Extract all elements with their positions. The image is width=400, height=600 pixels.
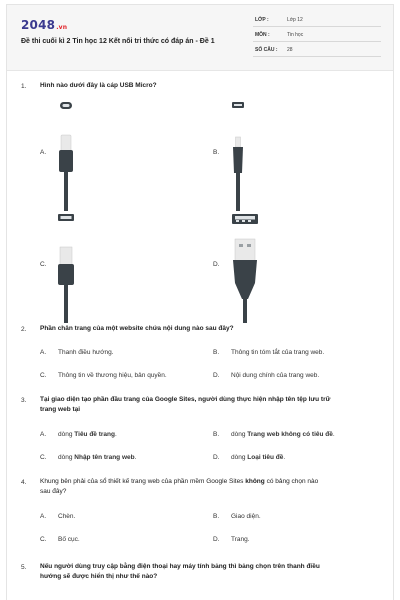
- question-4-option-c[interactable]: C. Bố cục.: [40, 536, 80, 543]
- question-2-text: Phần chân trang của một website chứa nội dung nào sau đây?: [40, 325, 234, 332]
- info-subject-row: [253, 30, 381, 42]
- question-2-option-d[interactable]: D. Nội dung chính của trang web.: [213, 372, 320, 379]
- question-3-option-a[interactable]: A. dòng Tiêu đề trang.: [40, 431, 117, 438]
- question-5-text: Nếu người dùng truy cập bằng điện thoại hay máy tính bảng thì bảng chọn trên thanh điều hướng sẽ được hiển thị như thế nào?: [40, 563, 320, 580]
- info-count-label: SỐ CÂU :: [255, 47, 278, 53]
- info-subject-value: Tin học: [287, 32, 304, 38]
- question-3-option-d[interactable]: D. dòng Loại tiêu đề.: [213, 454, 286, 461]
- question-3-text: Tại giao diện tạo phần đầu trang của Google Sites, người dùng thực hiện nhập tên tệp lưu trữ trang web tại: [40, 396, 331, 413]
- question-3-number: 3.: [21, 397, 27, 404]
- info-class-label: LỚP :: [255, 17, 269, 23]
- question-4-number: 4.: [21, 479, 27, 486]
- site-logo[interactable]: [21, 18, 67, 32]
- question-1-option-c-letter: C.: [40, 261, 47, 268]
- question-1-number: 1.: [21, 83, 27, 90]
- question-1-option-d-letter: D.: [213, 261, 220, 268]
- exam-header: [7, 5, 393, 71]
- question-5-number: 5.: [21, 564, 27, 571]
- question-2-option-c[interactable]: C. Thông tin về thương hiệu, bản quyền.: [40, 372, 167, 379]
- question-2-option-b[interactable]: B. Thông tin tóm tắt của trang web.: [213, 349, 325, 356]
- question-3-option-c[interactable]: C. dòng Nhập tên trang web.: [40, 454, 137, 461]
- logo-main: 2048: [21, 18, 56, 32]
- question-4-text: Khung bên phải của sổ thiết kế trang web của phần mềm Google Sites không có bảng chọn nào sau đây?: [40, 478, 319, 495]
- info-count-row: [253, 45, 381, 57]
- usb-type-c-cable-icon[interactable]: [53, 101, 79, 211]
- info-count-value: 28: [287, 47, 293, 53]
- usb-micro-cable-icon[interactable]: [225, 101, 251, 211]
- question-2-option-a[interactable]: A. Thanh điều hướng.: [40, 349, 114, 356]
- question-4-option-b[interactable]: B. Giao diện.: [213, 513, 261, 520]
- info-class-row: [253, 15, 381, 27]
- question-4-option-a[interactable]: A. Chèn.: [40, 513, 76, 520]
- question-2-number: 2.: [21, 326, 27, 333]
- question-4-option-d[interactable]: D. Trang.: [213, 536, 250, 543]
- question-1-option-b-letter: B.: [213, 149, 220, 156]
- question-1-text: Hình nào dưới đây là cáp USB Micro?: [40, 82, 157, 89]
- info-subject-label: MÔN :: [255, 32, 270, 38]
- logo-suffix: .vn: [56, 24, 68, 31]
- exam-title: Đề thi cuối kì 2 Tin học 12 Kết nối tri thức có đáp án - Đề 1: [21, 38, 215, 45]
- usb-type-a-cable-icon[interactable]: [227, 213, 263, 323]
- exam-page: [6, 4, 394, 600]
- usb-mini-cable-icon[interactable]: [53, 213, 79, 323]
- question-3-option-b[interactable]: B. dòng Trang web không có tiêu đề.: [213, 431, 335, 438]
- question-1-option-a-letter: A.: [40, 149, 47, 156]
- info-class-value: Lớp 12: [287, 17, 303, 23]
